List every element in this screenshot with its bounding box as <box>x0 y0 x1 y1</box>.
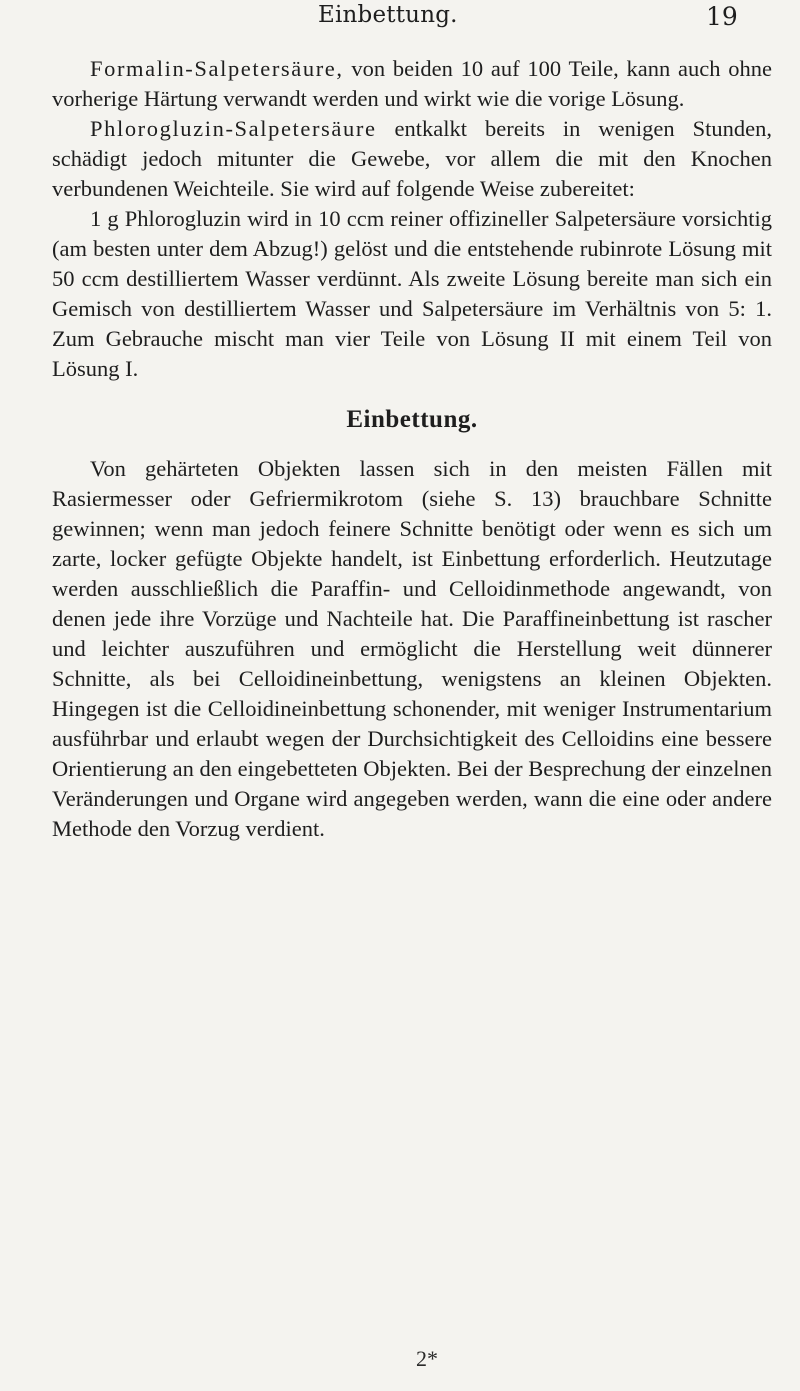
paragraph-preparation: 1 g Phlorogluzin wird in 10 ccm reiner offizineller Salpetersäure vorsichtig (am besten unter dem Abzug!) gelöst und die entstehende rubinrote Lösung mit 50 ccm destilliertem Wasser verdünnt. Als zweite Lösung bereite man sich ein Gemisch von destilliertem Wasser und Salpetersäure im Verhältnis von 5: 1. Zum Gebrauche mischt man vier Teile von Lösung II mit einem Teil von Lösung I. <box>52 206 772 381</box>
term-formalin-salpetersaeure: Formalin-Salpetersäure, <box>90 56 344 81</box>
paragraph-einbettung: Von gehärteten Objekten lassen sich in den meisten Fällen mit Rasiermesser oder Gefriermikrotom (siehe S. 13) brauchbare Schnitte gewinnen; wenn man jedoch feinere Schnitte benötigt oder wenn es sich um zarte, locker gefügte Objekte handelt, ist Einbettung erforderlich. Heutzutage werden ausschließlich die Paraffin- und Celloidinmethode angewandt, von denen jede ihre Vorzüge und Nachteile hat. Die Paraffineinbettung ist rascher und leichter auszuführen und ermöglicht die Herstellung weit dünnerer Schnitte, als bei Celloidineinbettung, wenigstens an kleinen Objekten. Hingegen ist die Celloidineinbettung schonender, mit weniger Instrumentarium ausführbar und erlaubt wegen der Durchsichtigkeit des Celloidins eine bessere Orientierung an den eingebetteten Objekten. Bei der Besprechung der einzelnen Veränderungen und Organe wird angegeben werden, wann die eine oder andere Methode den Vorzug verdient. <box>52 456 772 841</box>
paragraph-phlorogluzin <box>52 114 772 204</box>
section-heading: Einbettung. <box>346 406 478 433</box>
page-number: 19 <box>706 2 738 31</box>
term-phlorogluzin-salpetersaeure: Phlorogluzin-Salpetersäure <box>90 116 377 141</box>
running-header <box>0 2 800 38</box>
paragraph-text: von beiden 10 auf 100 Teile, kann auch ohne vorherige Härtung verwandt werden und wirkt wie die vorige Lösung. <box>52 56 772 111</box>
paragraph-formalin <box>52 54 772 114</box>
body-text <box>52 54 772 844</box>
running-title: Einbettung. <box>318 2 458 28</box>
signature-mark: 2* <box>416 1346 438 1371</box>
paragraph-text: entkalkt bereits in wenigen Stunden, schädigt jedoch mitunter die Gewebe, vor allem die mit den Knochen verbundenen Weichteile. Sie wird auf folgende Weise zubereitet: <box>52 116 772 201</box>
